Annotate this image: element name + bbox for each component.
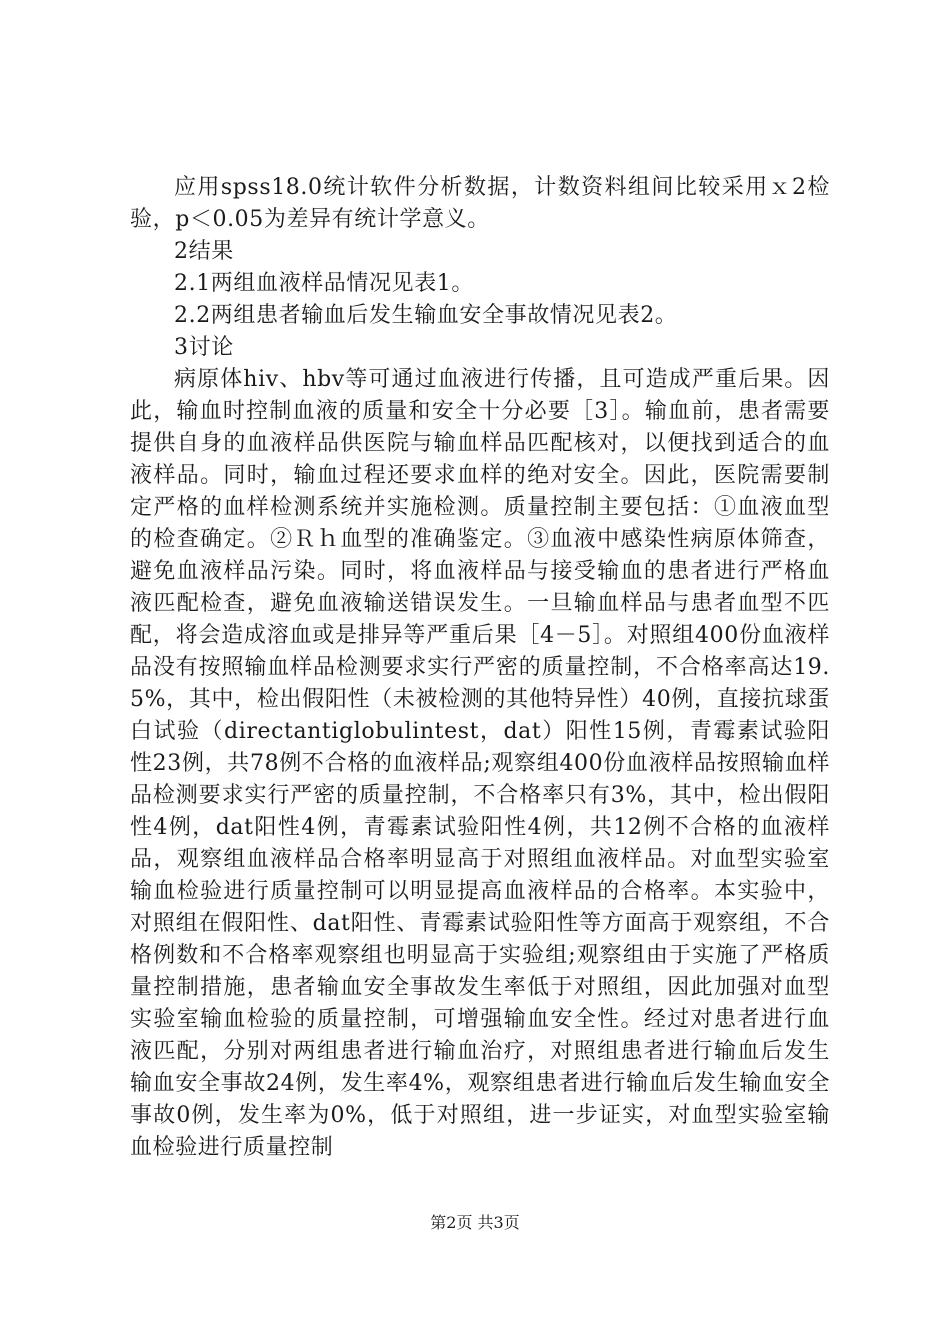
paragraph-results-2-1: 2.1两组血液样品情况见表1。 bbox=[174, 271, 474, 296]
paragraph-discussion: 病原体hiv、hbv等可通过血液进行传播，且可造成严重后果。因此，输血时控制血液的质量和安全十分必要［3］。输血前，患者需要提供自身的血液样品供医院与输血样品匹配核对，以便找到适合的血液样品。同时，输血过程还要求血样的绝对安全。因此，医院需要制定严格的血样检测系统并实施检测。质量控制主要包括：①血液血型的检查确定。②Ｒｈ血型的准确鉴定。③血液中感染性病原体筛查，避免血液样品污染。同时，将血液样品与接受输血的患者进行严格血液匹配检查，避免血液输送错误发生。一旦输血样品与患者血型不匹配，将会造成溶血或是排异等严重后果［4－5］。对照组400份血液样品没有按照输血样品检测要求实行严密的质量控制，不合格率高达19.5%，其中，检出假阳性（未被检测的其他特异性）40例，直接抗球蛋白试验（directantiglobulintest，dat）阳性15例，青霉素试验阳性23例，共78例不合格的血液样品;观察组400份血液样品按照输血样品检测要求实行严密的质量控制，不合格率只有3%，其中，检出假阳性4例，dat阳性4例，青霉素试验阳性4例，共12例不合格的血液样品，观察组血液样品合格率明显高于对照组血液样品。对血型实验室输血检验进行质量控制可以明显提高血液样品的合格率。本实验中，对照组在假阳性、dat阳性、青霉素试验阳性等方面高于观察组，不合格例数和不合格率观察组也明显高于实验组;观察组由于实施了严格质量控制措施，患者输血安全事故发生率低于对照组，因此加强对血型实验室输血检验的质量控制，可增强输血安全性。经过对患者进行血液匹配，分别对两组患者进行输血治疗，对照组患者进行输血后发生输血安全事故24例，发生率4%，观察组患者进行输血后发生输血安全事故0例，发生率为0%，低于对照组，进一步证实，对血型实验室输血检验进行质量控制 bbox=[130, 367, 830, 1160]
paragraph-methods-statistics: 应用spss18.0统计软件分析数据，计数资料组间比较采用ｘ2检验，p＜0.05为差异有统计学意义。 bbox=[130, 175, 830, 232]
document-body bbox=[130, 172, 830, 1164]
paragraph-results-2-2: 2.2两组患者输血后发生输血安全事故情况见表2。 bbox=[174, 303, 678, 328]
page-footer: 第2页 共3页 bbox=[430, 1213, 520, 1232]
heading-discussion: 3讨论 bbox=[174, 335, 234, 360]
heading-results: 2结果 bbox=[174, 239, 234, 264]
